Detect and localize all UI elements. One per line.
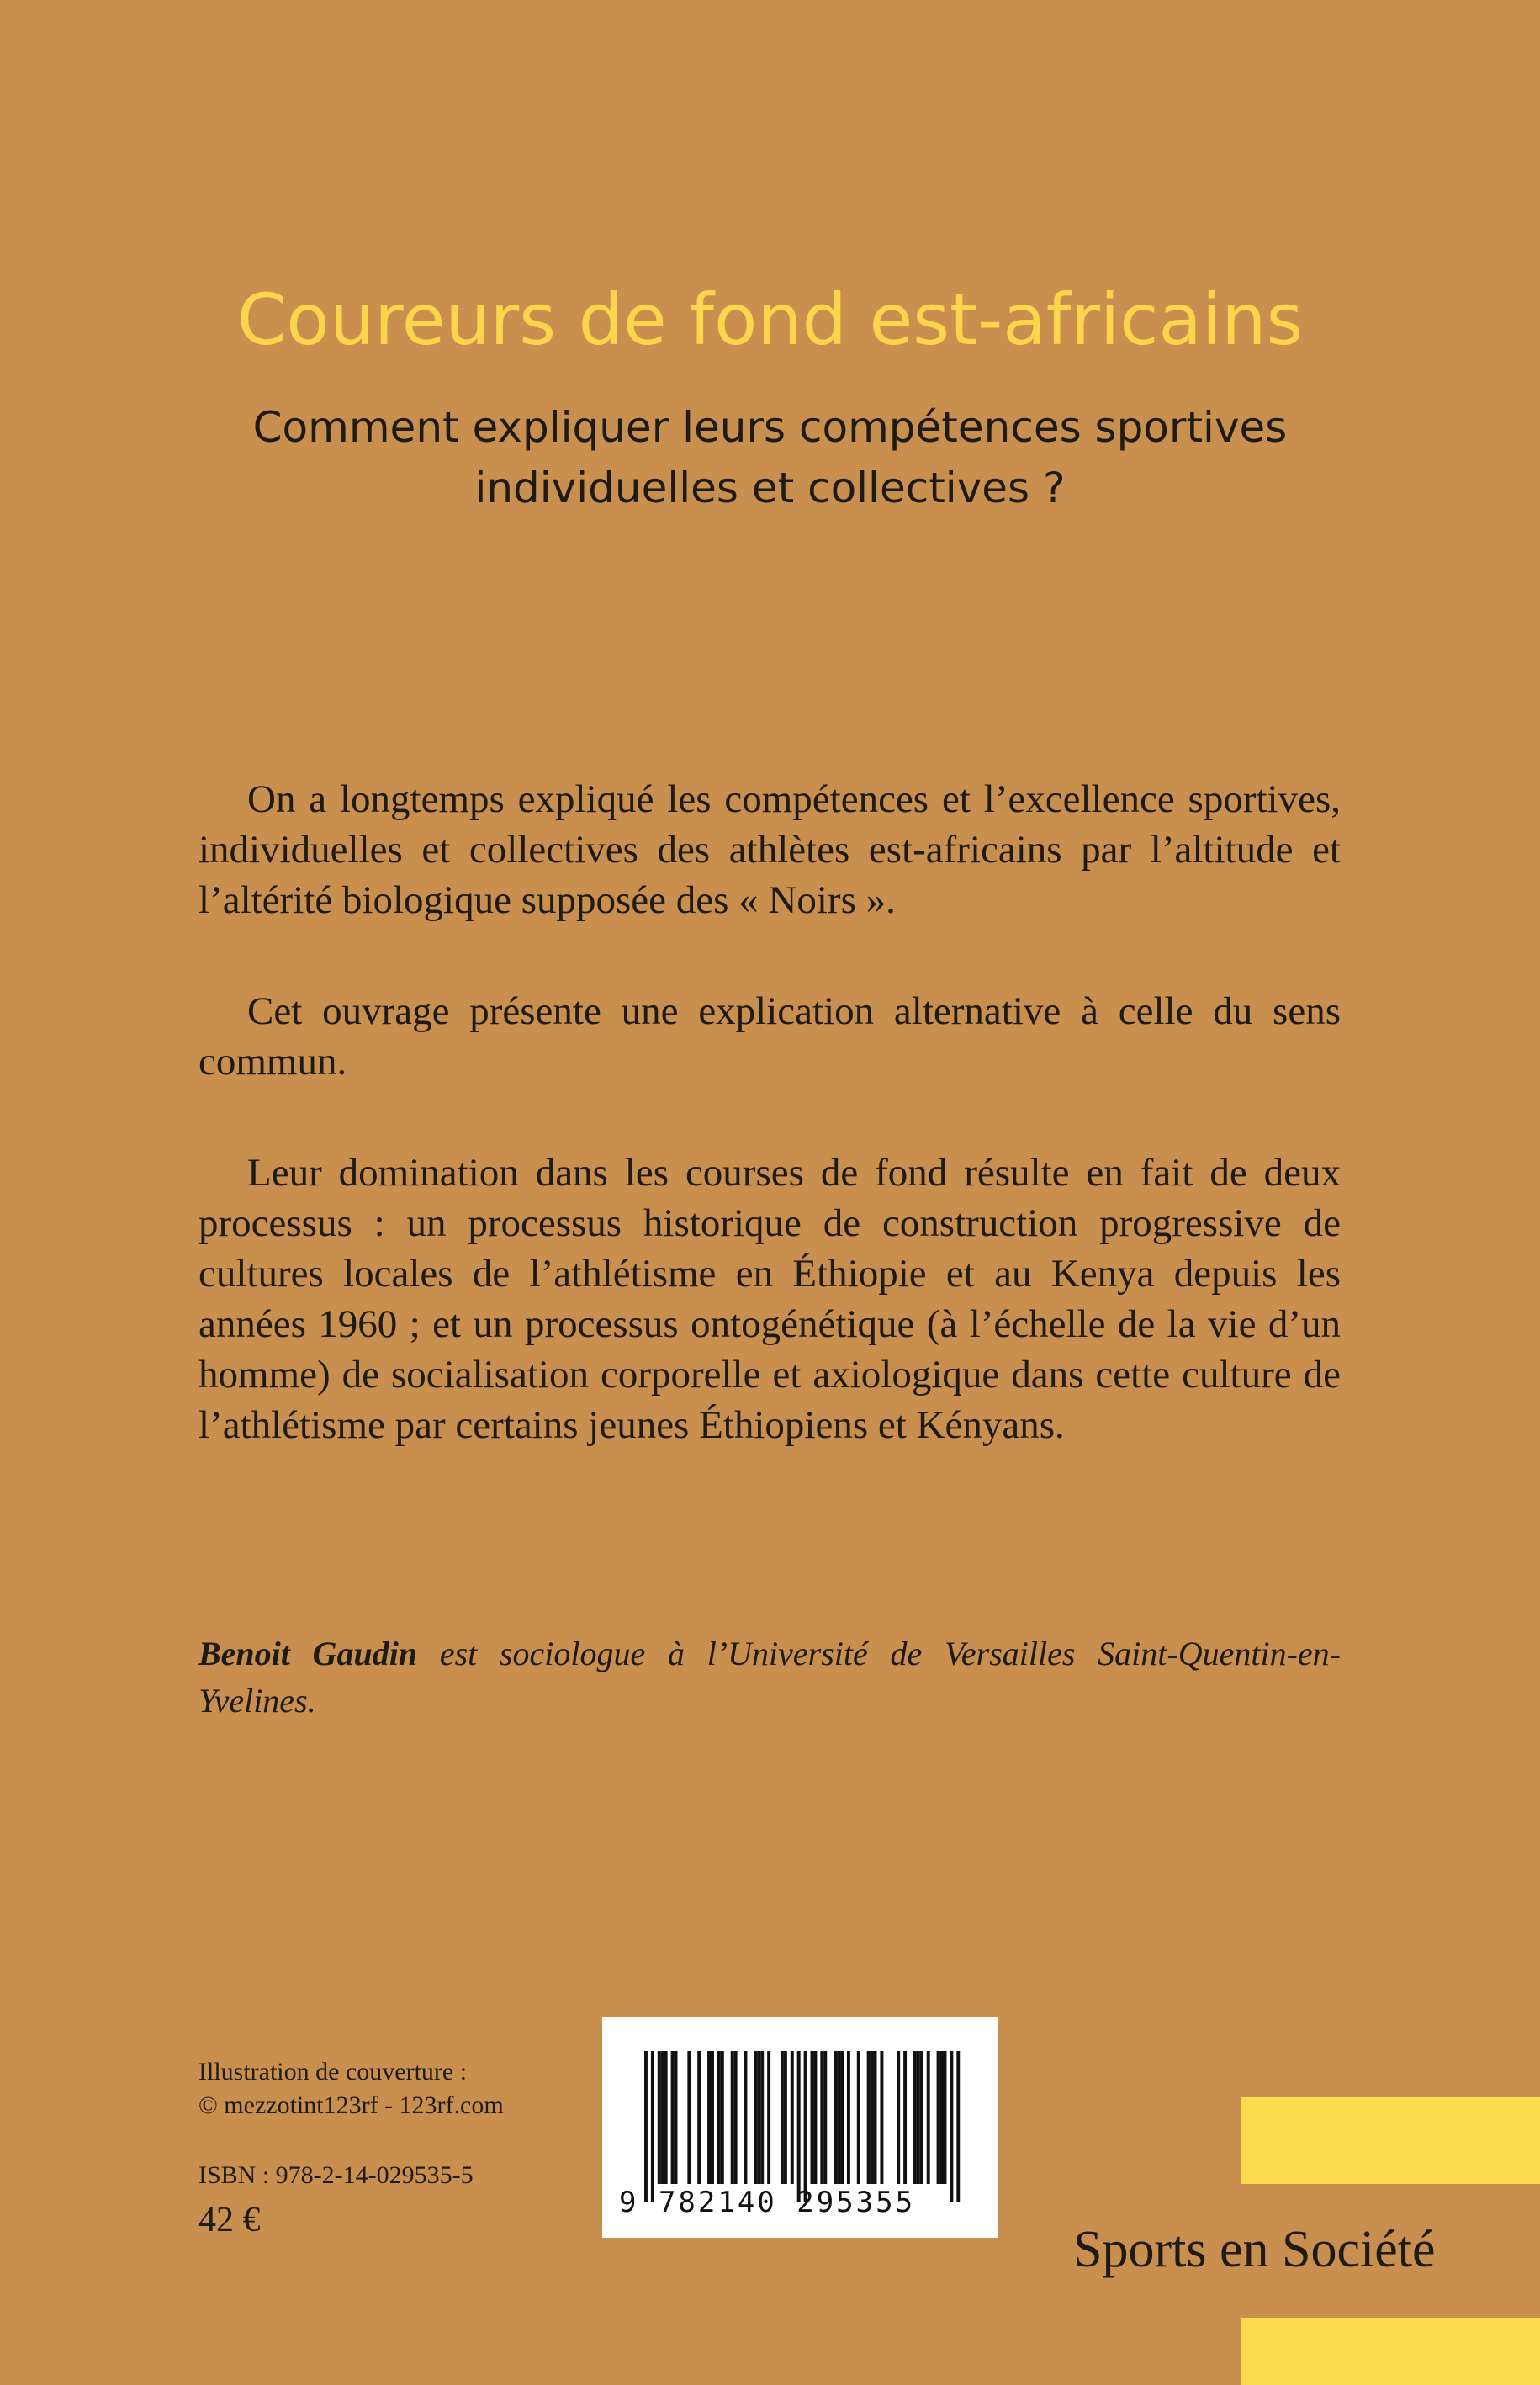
subtitle-line-2: individuelles et collectives ? xyxy=(474,464,1066,512)
barcode-bar xyxy=(791,2051,794,2184)
barcode-bar xyxy=(721,2051,724,2184)
barcode-bar xyxy=(813,2051,817,2184)
blurb-paragraph-3: Leur domination dans les courses de fond résulte en fait de deux processus : un processus historique de construction progressive de cultures locales de l’athlétisme en Éthiopie et au Kenya depuis les années 1960 ; et un processus ontogénétique (à l’échelle de la vie d’un homme) de socialisation corporelle et axiologique dans cette culture de l’athlétisme par certains jeunes Éthiopiens et Kényans. xyxy=(198,1151,1341,1447)
barcode-bar xyxy=(731,2051,734,2184)
barcode-bar xyxy=(658,2051,661,2184)
barcode-bar xyxy=(734,2051,738,2184)
barcode-bar xyxy=(913,2051,917,2184)
barcode-bar xyxy=(920,2051,923,2184)
back-cover-blurb xyxy=(198,774,1341,1511)
barcode-bar xyxy=(757,2051,760,2184)
barcode-bar xyxy=(717,2051,721,2184)
accent-bar-bottom xyxy=(1241,2318,1540,2385)
barcode-bar xyxy=(675,2051,678,2184)
author-name: Benoit Gaudin xyxy=(198,1635,418,1672)
author-bio xyxy=(198,1630,1341,1725)
barcode-bar xyxy=(687,2051,691,2184)
book-title: Coureurs de fond est-africains xyxy=(236,278,1304,361)
barcode-bar xyxy=(671,2051,675,2184)
barcode-bar xyxy=(837,2051,840,2184)
barcode-bar xyxy=(956,2051,960,2202)
blurb-paragraph-1: On a longtemps expliqué les compétences et l’excellence sportives, individuelles et collectives des athlètes est-africains par l’altitude et l’altérité biologique supposée des « Noirs ». xyxy=(198,777,1341,922)
barcode-bar xyxy=(711,2051,714,2184)
subtitle-line-1: Comment expliquer leurs compétences sportives xyxy=(252,403,1288,452)
barcode-bar xyxy=(707,2051,711,2184)
barcode-bar xyxy=(754,2051,757,2184)
barcode-bar xyxy=(744,2051,748,2184)
barcode-bar xyxy=(834,2051,837,2184)
barcode-bar xyxy=(871,2051,874,2184)
barcode-bar xyxy=(820,2051,823,2184)
barcode-bar xyxy=(867,2051,871,2184)
barcode-bar xyxy=(760,2051,764,2184)
barcode-bar xyxy=(664,2051,668,2184)
barcode-bar xyxy=(840,2051,844,2184)
barcode-bar xyxy=(804,2051,807,2202)
price-label: 42 € xyxy=(198,2201,261,2239)
barcode-bar xyxy=(847,2051,850,2184)
barcode-bar xyxy=(797,2051,801,2202)
author-description: est sociologue à l’Université de Versailles Saint-Quentin-en-Yvelines. xyxy=(198,1635,1341,1720)
accent-bar-top xyxy=(1241,2097,1540,2184)
credits-line-2: © mezzotint123rf - 123rf.com xyxy=(198,2091,504,2119)
barcode-bar xyxy=(767,2051,770,2184)
barcode-bar xyxy=(927,2051,930,2184)
barcode-bar xyxy=(903,2051,907,2184)
barcode-bar xyxy=(811,2051,814,2184)
barcode-bar xyxy=(937,2051,940,2184)
barcode-bar xyxy=(950,2051,953,2202)
barcode-bar xyxy=(917,2051,920,2184)
barcode-bar xyxy=(823,2051,827,2184)
barcode-bar xyxy=(857,2051,860,2184)
isbn-label: ISBN : 978-2-14-029535-5 xyxy=(198,2161,474,2189)
credits-line-1: Illustration de couverture : xyxy=(198,2058,468,2086)
barcode-bar xyxy=(644,2051,648,2202)
barcode-bar xyxy=(784,2051,787,2184)
barcode-bar xyxy=(880,2051,883,2184)
collection-name: Sports en Société xyxy=(1073,2221,1436,2278)
barcode-bar xyxy=(651,2051,654,2202)
barcode-bar xyxy=(874,2051,877,2184)
barcode-digits: 9 782140 295355 xyxy=(619,2186,916,2219)
book-subtitle xyxy=(0,397,1540,518)
barcode-bar xyxy=(897,2051,900,2184)
barcode xyxy=(602,2017,998,2238)
barcode-bar xyxy=(940,2051,944,2184)
barcode-bar xyxy=(697,2051,701,2184)
blurb-paragraph-2: Cet ouvrage présente une explication alternative à celle du sens commun. xyxy=(198,989,1341,1084)
barcode-bar xyxy=(944,2051,947,2184)
barcode-bar xyxy=(661,2051,664,2184)
barcode-bar xyxy=(781,2051,784,2184)
cover-credits xyxy=(198,2055,504,2123)
